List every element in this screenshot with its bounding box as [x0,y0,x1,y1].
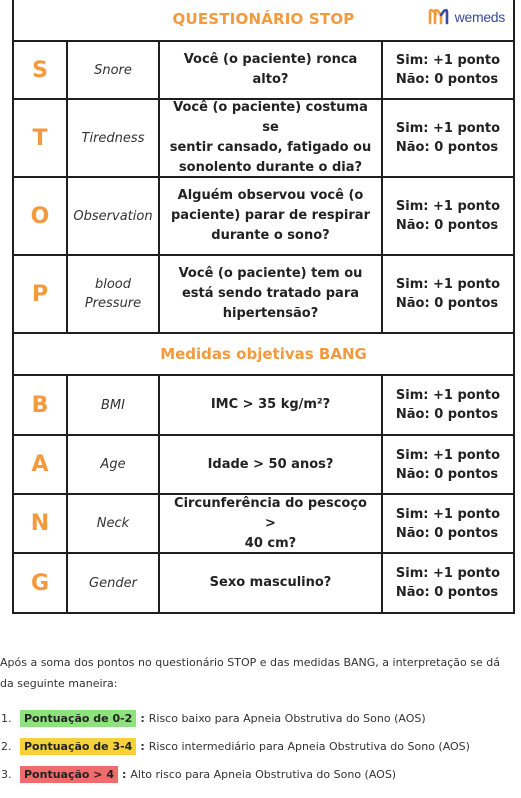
score-no: Não: 0 pontos [395,407,499,422]
legend-item-high-risk [0,763,521,785]
row-letter: T [32,125,48,151]
score-yes: Sim: +1 ponto [395,121,501,136]
legend-separator: : [140,739,145,753]
row-score-cell [383,554,513,612]
row-question-cell [160,436,383,493]
row-question-line: hipertensão? [222,306,319,321]
row-letter: S [32,57,48,83]
legend-text: Alto risco para Apneia Obstrutiva do Sono (AOS) [130,767,397,781]
row-letter-cell [14,436,68,493]
row-score-cell [383,376,513,434]
table-row [14,554,513,612]
table-row [14,100,513,178]
row-letter: B [31,392,49,418]
row-letter-cell [14,100,68,176]
row-letter: P [31,281,49,307]
row-term: Observation [73,208,153,224]
row-term: BMI [101,397,125,413]
row-term: Age [100,457,126,472]
row-letter-cell [14,495,68,552]
title-bar [14,0,513,42]
row-question-cell [160,495,383,552]
row-question-cell [160,554,383,612]
intro-line-2: da seguinte maneira: [0,677,118,690]
legend-separator: : [122,767,127,781]
score-yes: Sim: +1 ponto [395,199,501,214]
stop-bang-table [12,0,515,614]
row-term: Neck [96,516,130,531]
legend-number: 2. [1,739,12,753]
row-question-line: Circunferência do pescoço > [174,495,367,531]
bang-section-header [14,334,513,376]
row-question-cell [160,42,383,98]
row-question-line: Você (o paciente) costuma se [173,100,368,135]
row-score-cell [383,42,513,98]
legend-number: 1. [1,711,12,725]
row-score-cell [383,100,513,176]
row-question-line: durante o sono? [211,228,330,243]
legend-text: Risco intermediário para Apneia Obstrutiva do Sono (AOS) [148,739,470,753]
row-letter: A [31,452,49,477]
row-term-cell [68,495,160,552]
score-yes: Sim: +1 ponto [395,388,501,403]
score-no: Não: 0 pontos [395,140,499,155]
row-letter-cell [14,42,68,98]
table-row [14,256,513,334]
row-term: Snore [94,62,132,78]
score-no: Não: 0 pontos [395,218,499,233]
intro-line-1: Após a soma dos pontos no questionário STOP e das medidas BANG, a interpretação se dá [0,656,500,669]
table-title: QUESTIONÁRIO STOP [172,10,355,28]
score-yes: Sim: +1 ponto [395,447,501,463]
row-letter-cell [14,554,68,612]
row-letter: O [30,203,50,229]
row-question-line: Você (o paciente) tem ou [178,266,363,281]
score-no: Não: 0 pontos [395,296,499,311]
score-no: Não: 0 pontos [395,585,499,600]
bang-section-title: Medidas objetivas BANG [160,345,367,363]
score-yes: Sim: +1 ponto [395,53,501,68]
row-letter: G [30,570,50,596]
table-row [14,436,513,495]
legend-number: 3. [1,767,12,781]
legend-item-intermediate-risk [0,735,521,757]
row-score-cell [383,256,513,332]
row-question-line: sonolento durante o dia? [178,160,363,175]
row-score-cell [383,436,513,493]
row-term-line: blood [94,277,132,292]
brand-name: wemeds [454,9,505,25]
row-letter: N [30,511,50,536]
row-letter-cell [14,256,68,332]
row-question: Você (o paciente) ronca alto? [183,52,358,87]
row-question-line: está sendo tratado para [181,286,360,301]
brand-logo [427,6,505,28]
row-question-line: sentir cansado, fatigado ou [169,140,372,155]
row-question: Idade > 50 anos? [207,456,334,472]
row-term-cell [68,554,160,612]
row-letter-cell [14,178,68,254]
table-row [14,376,513,436]
table-row [14,42,513,100]
legend-separator: : [140,711,145,725]
row-term: Gender [89,575,137,591]
row-question-line: paciente) parar de respirar [171,208,370,223]
row-term-cell [68,436,160,493]
row-question: IMC > 35 kg/m²? [210,397,331,412]
row-question: Sexo masculino? [209,575,332,590]
interpretation-intro [0,652,521,694]
score-badge-high: Pontuação > 4 [20,766,118,783]
row-term-cell [68,42,160,98]
row-term-cell [68,100,160,176]
row-question-cell [160,376,383,434]
table-row [14,495,513,554]
row-term: Tiredness [81,130,145,146]
legend-text: Risco baixo para Apneia Obstrutiva do Sono (AOS) [148,711,426,725]
score-no: Não: 0 pontos [395,72,499,87]
row-term-line: Pressure [84,296,142,311]
row-score-cell [383,178,513,254]
row-question-cell [160,256,383,332]
score-badge-intermediate: Pontuação de 3-4 [20,738,136,755]
table-row [14,178,513,256]
row-question-cell [160,178,383,254]
score-badge-low: Pontuação de 0-2 [20,710,136,727]
score-yes: Sim: +1 ponto [395,566,501,581]
row-question-cell [160,100,383,176]
row-term-cell [68,376,160,434]
row-term-cell [68,178,160,254]
row-question-line: Alguém observou você (o [177,188,364,203]
row-letter-cell [14,376,68,434]
row-term-cell [68,256,160,332]
row-question-line: 40 cm? [244,535,297,551]
score-yes: Sim: +1 ponto [395,506,501,522]
row-score-cell [383,495,513,552]
score-no: Não: 0 pontos [395,466,499,482]
legend-item-low-risk [0,707,521,729]
score-yes: Sim: +1 ponto [395,277,501,292]
score-no: Não: 0 pontos [395,525,499,541]
wemeds-logo-icon [427,6,451,28]
